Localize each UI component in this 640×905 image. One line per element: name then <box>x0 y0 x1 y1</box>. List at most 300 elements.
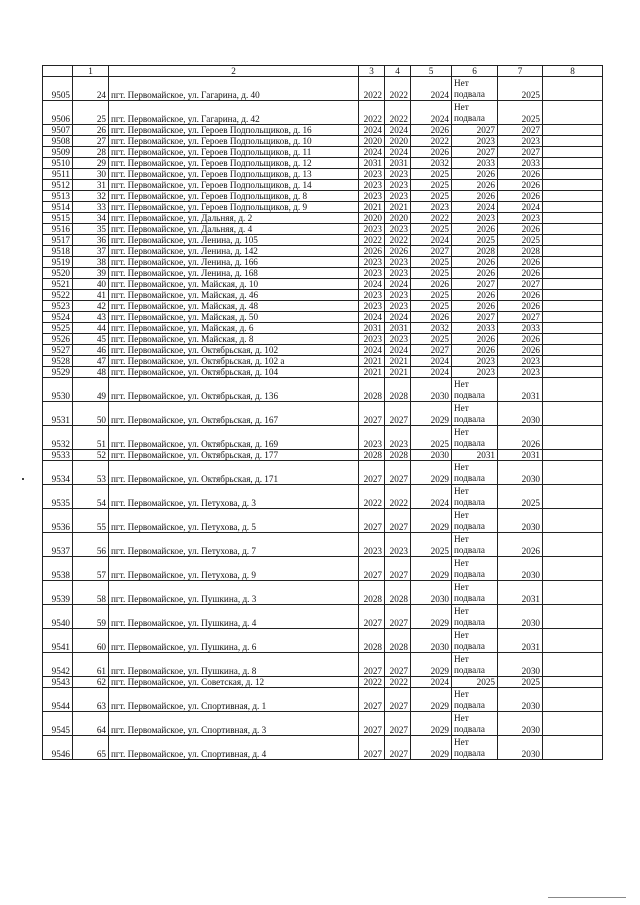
table-row <box>43 268 603 279</box>
table-cell-col-6: 2031 <box>452 450 498 461</box>
table-cell-col-8 <box>543 605 603 629</box>
table-row <box>43 712 603 736</box>
table-cell-col-1: 46 <box>73 345 109 356</box>
table-cell-col-0: 9530 <box>43 378 73 402</box>
table-cell-col-0: 9526 <box>43 334 73 345</box>
table-cell-col-7: 2026 <box>498 268 543 279</box>
table-cell-col-7: 2027 <box>498 279 543 290</box>
table-cell-col-3: 2028 <box>359 450 385 461</box>
table-cell-col-0: 9514 <box>43 202 73 213</box>
table-cell-col-7: 2026 <box>498 180 543 191</box>
table-cell-col-4: 2028 <box>385 450 411 461</box>
table-cell-col-2: пгт. Первомайское, ул. Петухова, д. 7 <box>109 533 359 557</box>
table-cell-col-5: 2023 <box>411 202 452 213</box>
table-cell-col-8 <box>543 509 603 533</box>
table-cell-col-1: 26 <box>73 125 109 136</box>
table-cell-col-7: 2023 <box>498 136 543 147</box>
table-cell-col-2: пгт. Первомайское, ул. Майская, д. 50 <box>109 312 359 323</box>
table-cell-col-4: 2021 <box>385 367 411 378</box>
table-row <box>43 169 603 180</box>
table-cell-col-1: 57 <box>73 557 109 581</box>
table-cell-col-2: пгт. Первомайское, ул. Спортивная, д. 1 <box>109 688 359 712</box>
table-cell-col-8 <box>543 653 603 677</box>
table-cell-col-3: 2024 <box>359 345 385 356</box>
table-cell-col-7: 2030 <box>498 736 543 760</box>
table-row <box>43 136 603 147</box>
table-cell-col-0: 9538 <box>43 557 73 581</box>
table-cell-col-5: 2029 <box>411 653 452 677</box>
table-cell-col-2: пгт. Первомайское, ул. Петухова, д. 9 <box>109 557 359 581</box>
table-cell-col-6: 2026 <box>452 180 498 191</box>
table-cell-col-5: 2025 <box>411 533 452 557</box>
table-cell-col-3: 2026 <box>359 246 385 257</box>
table-cell-col-6: Нет подвала <box>452 712 498 736</box>
table-cell-col-7: 2023 <box>498 356 543 367</box>
table-cell-col-5: 2025 <box>411 169 452 180</box>
table-cell-col-1: 45 <box>73 334 109 345</box>
table-cell-col-4: 2022 <box>385 677 411 688</box>
table-cell-col-1: 51 <box>73 426 109 450</box>
table-cell-col-0: 9507 <box>43 125 73 136</box>
table-cell-col-3: 2023 <box>359 257 385 268</box>
table-cell-col-2: пгт. Первомайское, ул. Героев Подпольщиков, д. 13 <box>109 169 359 180</box>
table-cell-col-8 <box>543 101 603 125</box>
table-cell-col-6: 2027 <box>452 125 498 136</box>
table-cell-col-3: 2024 <box>359 279 385 290</box>
table-cell-col-5: 2029 <box>411 509 452 533</box>
table-cell-col-1: 48 <box>73 367 109 378</box>
table-cell-col-7: 2026 <box>498 169 543 180</box>
table-cell-col-2: пгт. Первомайское, ул. Октябрьская, д. 136 <box>109 378 359 402</box>
table-cell-col-6: 2026 <box>452 301 498 312</box>
table-cell-col-4: 2024 <box>385 125 411 136</box>
table-cell-col-0: 9546 <box>43 736 73 760</box>
table-cell-col-6: 2023 <box>452 136 498 147</box>
table-cell-col-2: пгт. Первомайское, ул. Героев Подпольщиков, д. 10 <box>109 136 359 147</box>
table-cell-col-4: 2022 <box>385 101 411 125</box>
table-cell-col-0: 9519 <box>43 257 73 268</box>
table-cell-col-3: 2027 <box>359 509 385 533</box>
table-cell-col-4: 2023 <box>385 426 411 450</box>
table-cell-col-7: 2030 <box>498 653 543 677</box>
table-cell-col-3: 2022 <box>359 677 385 688</box>
table-cell-col-5: 2029 <box>411 605 452 629</box>
table-row <box>43 202 603 213</box>
table-row <box>43 402 603 426</box>
table-cell-col-8 <box>543 345 603 356</box>
table-cell-col-1: 42 <box>73 301 109 312</box>
table-cell-col-8 <box>543 158 603 169</box>
table-cell-col-3: 2027 <box>359 653 385 677</box>
table-cell-col-6: 2033 <box>452 323 498 334</box>
table-cell-col-0: 9515 <box>43 213 73 224</box>
table-cell-col-2: пгт. Первомайское, ул. Гагарина, д. 40 <box>109 77 359 101</box>
table-cell-col-1: 33 <box>73 202 109 213</box>
table-cell-col-4: 2024 <box>385 279 411 290</box>
table-cell-col-3: 2027 <box>359 736 385 760</box>
table-cell-col-1: 24 <box>73 77 109 101</box>
table-cell-col-7: 2023 <box>498 213 543 224</box>
table-cell-col-0: 9512 <box>43 180 73 191</box>
table-cell-col-7: 2030 <box>498 557 543 581</box>
table-cell-col-8 <box>543 688 603 712</box>
table-cell-col-2: пгт. Первомайское, ул. Героев Подпольщиков, д. 9 <box>109 202 359 213</box>
table-cell-col-8 <box>543 450 603 461</box>
table-row <box>43 557 603 581</box>
table-cell-col-0: 9528 <box>43 356 73 367</box>
table-cell-col-8 <box>543 736 603 760</box>
table-cell-col-7: 2026 <box>498 345 543 356</box>
table-cell-col-0: 9537 <box>43 533 73 557</box>
table-cell-col-6: 2026 <box>452 224 498 235</box>
table-cell-col-2: пгт. Первомайское, ул. Майская, д. 48 <box>109 301 359 312</box>
table-cell-col-5: 2024 <box>411 356 452 367</box>
table-cell-col-0: 9539 <box>43 581 73 605</box>
table-cell-col-3: 2023 <box>359 426 385 450</box>
table-cell-col-6: 2023 <box>452 367 498 378</box>
table-cell-col-4: 2027 <box>385 712 411 736</box>
table-cell-col-4: 2028 <box>385 581 411 605</box>
table-cell-col-3: 2027 <box>359 402 385 426</box>
table-cell-col-7: 2027 <box>498 312 543 323</box>
table-cell-col-4: 2023 <box>385 257 411 268</box>
table-cell-col-1: 65 <box>73 736 109 760</box>
table-cell-col-5: 2024 <box>411 677 452 688</box>
table-cell-col-5: 2029 <box>411 557 452 581</box>
table-cell-col-3: 2023 <box>359 224 385 235</box>
table-cell-col-5: 2024 <box>411 101 452 125</box>
table-cell-col-1: 44 <box>73 323 109 334</box>
table-cell-col-3: 2027 <box>359 557 385 581</box>
table-cell-col-8 <box>543 426 603 450</box>
table-cell-col-6: Нет подвала <box>452 485 498 509</box>
table-cell-col-2: пгт. Первомайское, ул. Пушкина, д. 8 <box>109 653 359 677</box>
table-cell-col-5: 2026 <box>411 279 452 290</box>
table-cell-col-2: пгт. Первомайское, ул. Пушкина, д. 3 <box>109 581 359 605</box>
table-cell-col-6: Нет подвала <box>452 426 498 450</box>
table-row <box>43 581 603 605</box>
table-cell-col-8 <box>543 629 603 653</box>
table-cell-col-5: 2024 <box>411 485 452 509</box>
table-cell-col-0: 9513 <box>43 191 73 202</box>
table-cell-col-4: 2027 <box>385 461 411 485</box>
table-cell-col-8 <box>543 461 603 485</box>
table-cell-col-6: Нет подвала <box>452 509 498 533</box>
table-cell-col-3: 2021 <box>359 356 385 367</box>
table-cell-col-7: 2026 <box>498 426 543 450</box>
table-cell-col-7: 2023 <box>498 367 543 378</box>
table-row <box>43 356 603 367</box>
table-cell-col-7: 2026 <box>498 334 543 345</box>
table-cell-col-3: 2028 <box>359 629 385 653</box>
table-row <box>43 653 603 677</box>
table-cell-col-3: 2022 <box>359 235 385 246</box>
table-cell-col-3: 2021 <box>359 367 385 378</box>
table-cell-col-5: 2029 <box>411 688 452 712</box>
table-cell-col-0: 9522 <box>43 290 73 301</box>
table-cell-col-8 <box>543 557 603 581</box>
table-cell-col-8 <box>543 402 603 426</box>
table-cell-col-1: 62 <box>73 677 109 688</box>
table-cell-col-3: 2023 <box>359 268 385 279</box>
table-cell-col-0: 9506 <box>43 101 73 125</box>
table-cell-col-4: 2020 <box>385 213 411 224</box>
table-cell-col-0: 9532 <box>43 426 73 450</box>
table-row <box>43 257 603 268</box>
table-cell-col-5: 2022 <box>411 136 452 147</box>
table-row <box>43 367 603 378</box>
table-cell-col-8 <box>543 147 603 158</box>
table-cell-col-4: 2023 <box>385 301 411 312</box>
table-cell-col-4: 2027 <box>385 605 411 629</box>
table-cell-col-4: 2027 <box>385 736 411 760</box>
table-cell-col-3: 2024 <box>359 125 385 136</box>
table-cell-col-1: 52 <box>73 450 109 461</box>
table-cell-col-6: Нет подвала <box>452 688 498 712</box>
table-cell-col-6: Нет подвала <box>452 653 498 677</box>
table-cell-col-4: 2027 <box>385 557 411 581</box>
table-cell-col-7: 2030 <box>498 688 543 712</box>
table-cell-col-6: 2026 <box>452 191 498 202</box>
table-cell-col-3: 2031 <box>359 158 385 169</box>
table-cell-col-4: 2020 <box>385 136 411 147</box>
table-cell-col-5: 2025 <box>411 180 452 191</box>
table-cell-col-0: 9529 <box>43 367 73 378</box>
scan-speck <box>22 478 24 480</box>
table-cell-col-4: 2023 <box>385 533 411 557</box>
table-cell-col-5: 2030 <box>411 581 452 605</box>
table-cell-col-8 <box>543 169 603 180</box>
column-header-8: 8 <box>543 66 603 77</box>
table-cell-col-1: 29 <box>73 158 109 169</box>
table-cell-col-6: Нет подвала <box>452 101 498 125</box>
table-cell-col-2: пгт. Первомайское, ул. Пушкина, д. 4 <box>109 605 359 629</box>
table-cell-col-1: 40 <box>73 279 109 290</box>
table-row <box>43 279 603 290</box>
header-row <box>43 66 603 77</box>
table-cell-col-5: 2024 <box>411 235 452 246</box>
table-cell-col-2: пгт. Первомайское, ул. Октябрьская, д. 169 <box>109 426 359 450</box>
table-cell-col-1: 50 <box>73 402 109 426</box>
table-row <box>43 461 603 485</box>
table-cell-col-8 <box>543 323 603 334</box>
table-cell-col-8 <box>543 257 603 268</box>
table-cell-col-3: 2027 <box>359 461 385 485</box>
table-cell-col-1: 64 <box>73 712 109 736</box>
table-cell-col-8 <box>543 224 603 235</box>
table-cell-col-1: 30 <box>73 169 109 180</box>
table-cell-col-6: Нет подвала <box>452 402 498 426</box>
table-cell-col-2: пгт. Первомайское, ул. Майская, д. 6 <box>109 323 359 334</box>
table-cell-col-0: 9505 <box>43 77 73 101</box>
table-cell-col-8 <box>543 191 603 202</box>
table-row <box>43 688 603 712</box>
table-cell-col-5: 2032 <box>411 158 452 169</box>
table-cell-col-6: Нет подвала <box>452 605 498 629</box>
table-cell-col-2: пгт. Первомайское, ул. Октябрьская, д. 177 <box>109 450 359 461</box>
table-cell-col-2: пгт. Первомайское, ул. Петухова, д. 5 <box>109 509 359 533</box>
table-cell-col-1: 55 <box>73 509 109 533</box>
table-cell-col-2: пгт. Первомайское, ул. Октябрьская, д. 104 <box>109 367 359 378</box>
table-cell-col-7: 2025 <box>498 485 543 509</box>
table-cell-col-5: 2026 <box>411 312 452 323</box>
table-cell-col-7: 2026 <box>498 191 543 202</box>
table-cell-col-0: 9518 <box>43 246 73 257</box>
table-cell-col-1: 47 <box>73 356 109 367</box>
table-cell-col-1: 37 <box>73 246 109 257</box>
table-cell-col-3: 2020 <box>359 213 385 224</box>
table-cell-col-0: 9531 <box>43 402 73 426</box>
table-cell-col-8 <box>543 246 603 257</box>
table-cell-col-1: 28 <box>73 147 109 158</box>
table-cell-col-6: 2028 <box>452 246 498 257</box>
table-cell-col-6: 2023 <box>452 356 498 367</box>
table-cell-col-5: 2029 <box>411 712 452 736</box>
table-cell-col-3: 2023 <box>359 169 385 180</box>
table-cell-col-8 <box>543 202 603 213</box>
table-cell-col-2: пгт. Первомайское, ул. Октябрьская, д. 102 а <box>109 356 359 367</box>
table-cell-col-6: 2023 <box>452 213 498 224</box>
table-cell-col-8 <box>543 268 603 279</box>
table-cell-col-7: 2030 <box>498 605 543 629</box>
table-cell-col-5: 2030 <box>411 378 452 402</box>
table-cell-col-8 <box>543 677 603 688</box>
table-cell-col-2: пгт. Первомайское, ул. Героев Подпольщиков, д. 8 <box>109 191 359 202</box>
table-cell-col-5: 2027 <box>411 345 452 356</box>
table-cell-col-2: пгт. Первомайское, ул. Ленина, д. 168 <box>109 268 359 279</box>
table-cell-col-6: 2027 <box>452 147 498 158</box>
table-cell-col-6: 2026 <box>452 268 498 279</box>
table-cell-col-6: 2026 <box>452 169 498 180</box>
table-cell-col-3: 2023 <box>359 180 385 191</box>
table-cell-col-8 <box>543 334 603 345</box>
table-cell-col-2: пгт. Первомайское, ул. Ленина, д. 142 <box>109 246 359 257</box>
table-cell-col-0: 9527 <box>43 345 73 356</box>
table-cell-col-2: пгт. Первомайское, ул. Майская, д. 10 <box>109 279 359 290</box>
table-cell-col-0: 9545 <box>43 712 73 736</box>
table-cell-col-5: 2025 <box>411 191 452 202</box>
table-cell-col-3: 2028 <box>359 378 385 402</box>
table-cell-col-3: 2023 <box>359 334 385 345</box>
table-cell-col-3: 2027 <box>359 712 385 736</box>
table-cell-col-0: 9541 <box>43 629 73 653</box>
table-cell-col-8 <box>543 312 603 323</box>
table-cell-col-4: 2024 <box>385 147 411 158</box>
table-cell-col-8 <box>543 712 603 736</box>
table-cell-col-8 <box>543 125 603 136</box>
table-cell-col-7: 2031 <box>498 378 543 402</box>
table-row <box>43 533 603 557</box>
table-cell-col-2: пгт. Первомайское, ул. Гагарина, д. 42 <box>109 101 359 125</box>
table-row <box>43 235 603 246</box>
table-cell-col-6: 2026 <box>452 290 498 301</box>
table-cell-col-0: 9536 <box>43 509 73 533</box>
table-cell-col-2: пгт. Первомайское, ул. Героев Подпольщиков, д. 14 <box>109 180 359 191</box>
table-cell-col-5: 2025 <box>411 334 452 345</box>
table-cell-col-0: 9517 <box>43 235 73 246</box>
table-cell-col-1: 27 <box>73 136 109 147</box>
table-cell-col-7: 2026 <box>498 533 543 557</box>
table-cell-col-2: пгт. Первомайское, ул. Дальняя, д. 2 <box>109 213 359 224</box>
table-cell-col-7: 2027 <box>498 125 543 136</box>
table-cell-col-4: 2023 <box>385 290 411 301</box>
table-cell-col-4: 2027 <box>385 688 411 712</box>
table-cell-col-2: пгт. Первомайское, ул. Майская, д. 8 <box>109 334 359 345</box>
table-cell-col-5: 2026 <box>411 147 452 158</box>
table-cell-col-3: 2023 <box>359 290 385 301</box>
table-cell-col-6: 2025 <box>452 677 498 688</box>
table-cell-col-7: 2033 <box>498 158 543 169</box>
table-cell-col-3: 2020 <box>359 136 385 147</box>
table-cell-col-8 <box>543 378 603 402</box>
table-cell-col-1: 43 <box>73 312 109 323</box>
table-cell-col-7: 2030 <box>498 509 543 533</box>
table-cell-col-8 <box>543 290 603 301</box>
table-cell-col-1: 58 <box>73 581 109 605</box>
table-row <box>43 677 603 688</box>
table-cell-col-7: 2026 <box>498 301 543 312</box>
register-table <box>42 65 603 760</box>
column-header-1: 1 <box>73 66 109 77</box>
table-cell-col-7: 2025 <box>498 77 543 101</box>
table-row <box>43 323 603 334</box>
table-cell-col-5: 2030 <box>411 450 452 461</box>
table-cell-col-2: пгт. Первомайское, ул. Майская, д. 46 <box>109 290 359 301</box>
table-cell-col-5: 2025 <box>411 301 452 312</box>
table-cell-col-3: 2031 <box>359 323 385 334</box>
table-cell-col-4: 2022 <box>385 485 411 509</box>
table-cell-col-0: 9535 <box>43 485 73 509</box>
table-cell-col-4: 2023 <box>385 169 411 180</box>
table-cell-col-6: 2025 <box>452 235 498 246</box>
table-cell-col-2: пгт. Первомайское, ул. Дальняя, д. 4 <box>109 224 359 235</box>
table-cell-col-5: 2025 <box>411 257 452 268</box>
table-cell-col-4: 2021 <box>385 202 411 213</box>
table-cell-col-8 <box>543 533 603 557</box>
table-cell-col-4: 2024 <box>385 345 411 356</box>
table-cell-col-8 <box>543 279 603 290</box>
table-cell-col-5: 2029 <box>411 402 452 426</box>
table-cell-col-5: 2025 <box>411 290 452 301</box>
table-cell-col-4: 2023 <box>385 191 411 202</box>
table-cell-col-2: пгт. Первомайское, ул. Ленина, д. 105 <box>109 235 359 246</box>
table-row <box>43 290 603 301</box>
table-cell-col-8 <box>543 213 603 224</box>
table-cell-col-3: 2022 <box>359 485 385 509</box>
table-cell-col-0: 9533 <box>43 450 73 461</box>
table-cell-col-8 <box>543 581 603 605</box>
table-cell-col-0: 9511 <box>43 169 73 180</box>
table-cell-col-2: пгт. Первомайское, ул. Спортивная, д. 4 <box>109 736 359 760</box>
table-row <box>43 213 603 224</box>
table-cell-col-7: 2025 <box>498 677 543 688</box>
table-cell-col-3: 2024 <box>359 312 385 323</box>
table-cell-col-8 <box>543 235 603 246</box>
table-row <box>43 191 603 202</box>
table-row <box>43 301 603 312</box>
table-cell-col-3: 2022 <box>359 77 385 101</box>
table-cell-col-5: 2029 <box>411 461 452 485</box>
table-cell-col-6: Нет подвала <box>452 629 498 653</box>
table-cell-col-0: 9543 <box>43 677 73 688</box>
table-cell-col-4: 2023 <box>385 268 411 279</box>
table-cell-col-2: пгт. Первомайское, ул. Героев Подпольщиков, д. 12 <box>109 158 359 169</box>
table-cell-col-6: Нет подвала <box>452 736 498 760</box>
table-cell-col-6: Нет подвала <box>452 461 498 485</box>
table-cell-col-8 <box>543 180 603 191</box>
table-cell-col-0: 9524 <box>43 312 73 323</box>
table-cell-col-4: 2026 <box>385 246 411 257</box>
